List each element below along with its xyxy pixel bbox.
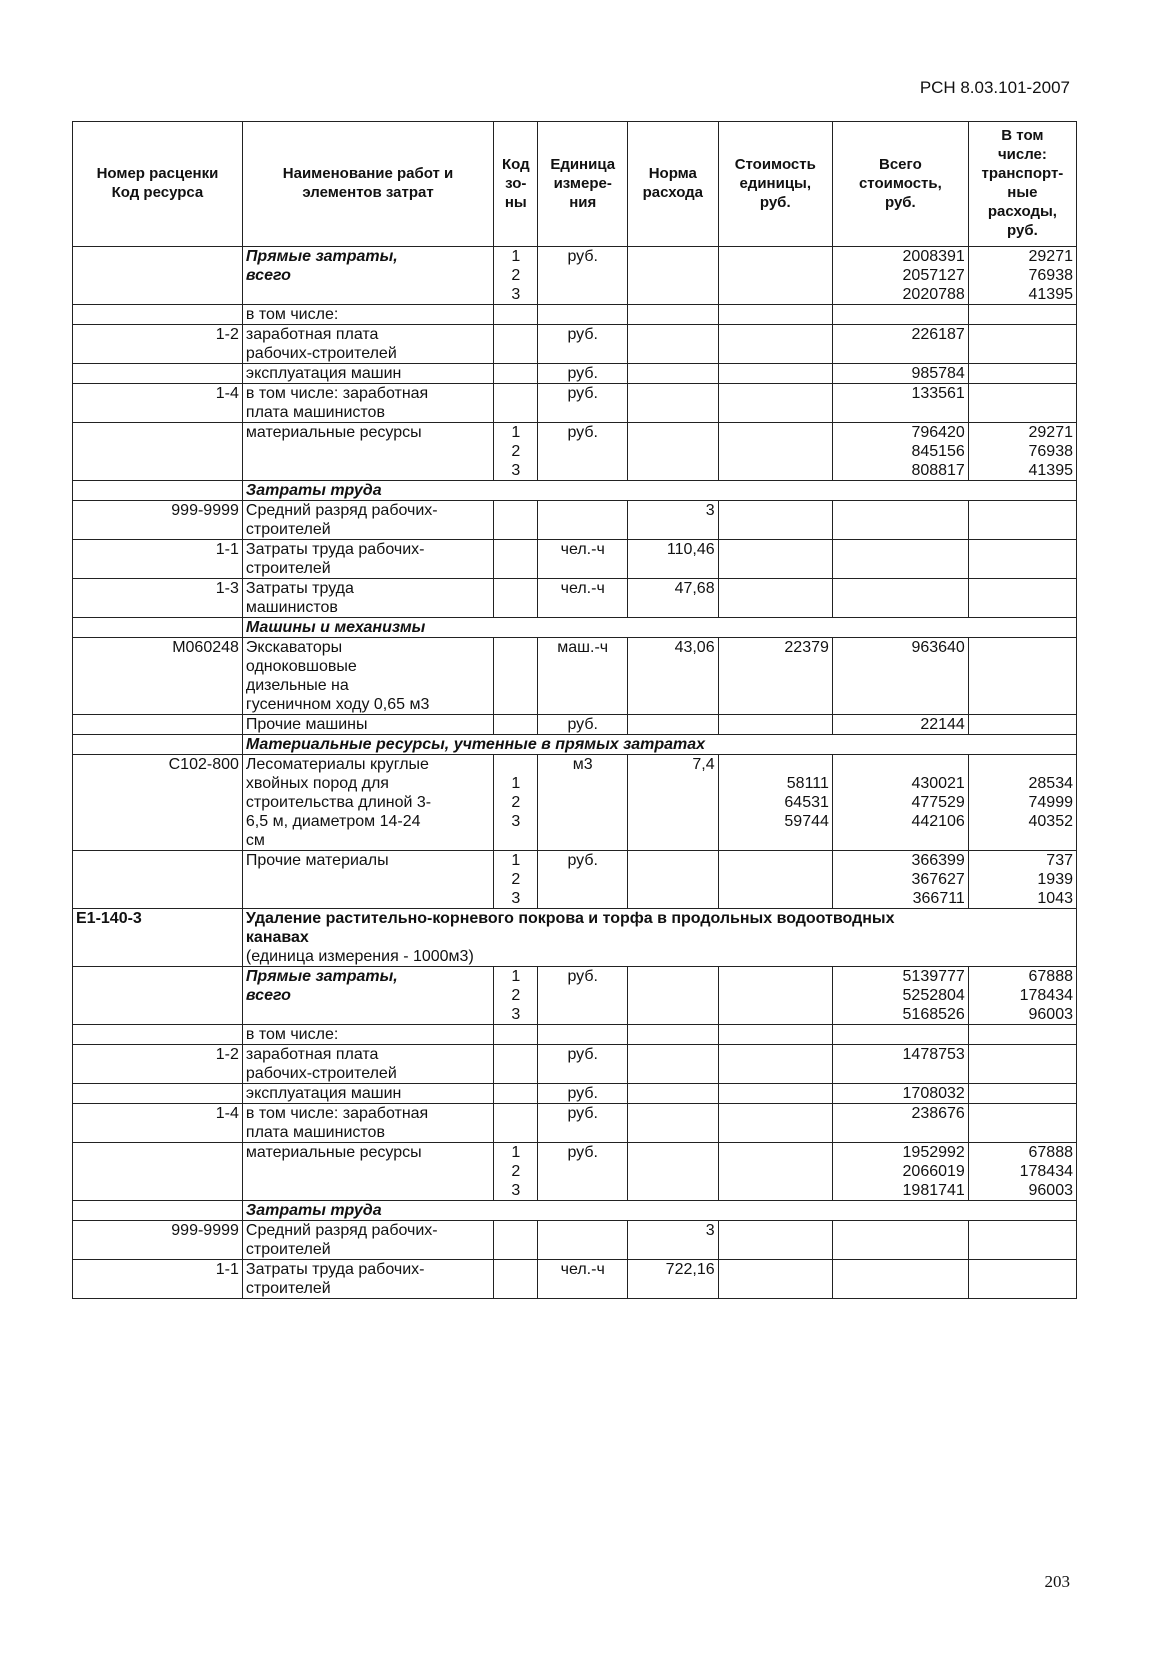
table-row: С102-800 Лесоматериалы круглые хвойных пород для строительства длиной 3- 6,5 м, диаметром 14-24 см 1 2 3 м3 7,4 58111 64531 59744 430021 477529 442106 28534 74999 40352 (73, 755, 1077, 851)
rate-code: Е1-140-3 (73, 909, 243, 967)
header-code: Номер расценки Код ресурса (73, 122, 243, 247)
table-row: 1-4 в том числе: заработная плата машинистов руб. 238676 (73, 1104, 1077, 1143)
table-row: 1-1 Затраты труда рабочих- строителей чел.-ч 110,46 (73, 540, 1077, 579)
rate-title: Удаление растительно-корневого покрова и торфа в продольных водоотводных канавах (единица измерения - 1000м3) (242, 909, 1076, 967)
header-name: Наименование работ и элементов затрат (242, 122, 493, 247)
table-row: Прямые затраты, всего 1 2 3 руб. 5139777 5252804 5168526 67888 178434 96003 (73, 967, 1077, 1025)
table-row: 1-2 заработная плата рабочих-строителей руб. 226187 (73, 325, 1077, 364)
section-row: Машины и механизмы (73, 618, 1077, 638)
table-row: 999-9999 Средний разряд рабочих- строителей 3 (73, 1221, 1077, 1260)
section-row: Затраты труда (73, 1201, 1077, 1221)
table-row: М060248 Экскаваторы одноковшовые дизельные на гусеничном ходу 0,65 м3 маш.-ч 43,06 22379 963640 (73, 638, 1077, 715)
table-row: эксплуатация машин руб. 985784 (73, 364, 1077, 384)
table-row: 1-4 в том числе: заработная плата машинистов руб. 133561 (73, 384, 1077, 423)
table-row: материальные ресурсы 1 2 3 руб. 1952992 2066019 1981741 67888 178434 96003 (73, 1143, 1077, 1201)
table-row: 999-9999 Средний разряд рабочих- строителей 3 (73, 501, 1077, 540)
table-row: Прочие машины руб. 22144 (73, 715, 1077, 735)
header-total: Всего стоимость, руб. (832, 122, 968, 247)
table-row: эксплуатация машин руб. 1708032 (73, 1084, 1077, 1104)
table-row: в том числе: (73, 1025, 1077, 1045)
direct-costs-label: Прямые затраты, всего (242, 247, 493, 305)
header-zone: Код зо- ны (494, 122, 538, 247)
table-row: Прочие материалы 1 2 3 руб. 366399 367627 366711 737 1939 1043 (73, 851, 1077, 909)
table-row: Прямые затраты, всего 1 2 3 руб. 2008391 2057127 2020788 29271 76938 41395 (73, 247, 1077, 305)
header-row (73, 122, 1077, 247)
table-row: 1-2 заработная плата рабочих-строителей руб. 1478753 (73, 1045, 1077, 1084)
table-row: в том числе: (73, 305, 1077, 325)
document-code: РСН 8.03.101-2007 (919, 78, 1070, 97)
page-number: 203 (1044, 1572, 1070, 1591)
header-unit: Единица измере- ния (538, 122, 628, 247)
rate-title-row (73, 909, 1077, 967)
table-row: 1-1 Затраты труда рабочих- строителей чел.-ч 722,16 (73, 1260, 1077, 1299)
header-unit-cost: Стоимость единицы, руб. (718, 122, 832, 247)
table-row: 1-3 Затраты труда машинистов чел.-ч 47,68 (73, 579, 1077, 618)
section-row: Затраты труда (73, 481, 1077, 501)
header-norm: Норма расхода (628, 122, 719, 247)
header-transport: В том числе: транспорт- ные расходы, руб. (968, 122, 1076, 247)
table-row: материальные ресурсы 1 2 3 руб. 796420 845156 808817 29271 76938 41395 (73, 423, 1077, 481)
section-row: Материальные ресурсы, учтенные в прямых затратах (73, 735, 1077, 755)
price-table (72, 121, 1077, 1299)
